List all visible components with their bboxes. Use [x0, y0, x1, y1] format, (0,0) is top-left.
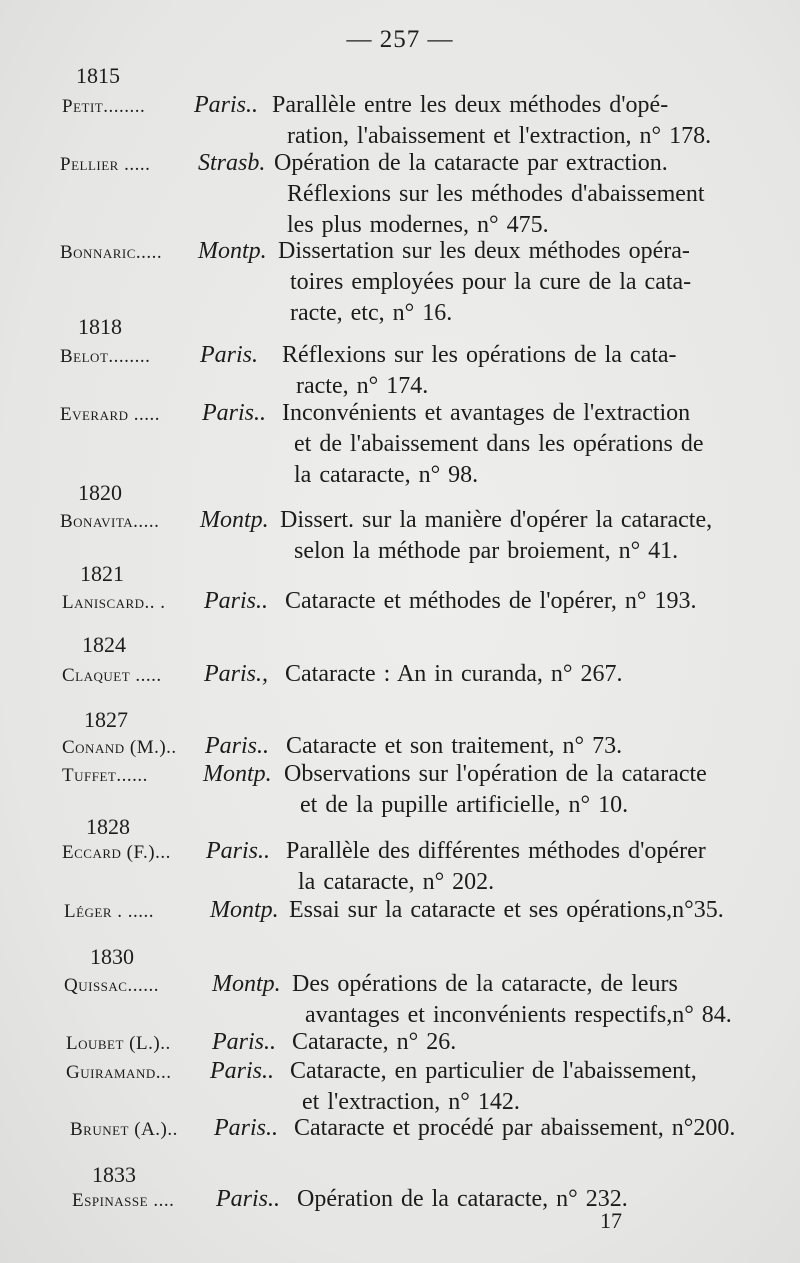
author-name: Guiramand...	[66, 1062, 172, 1083]
author-name: Eccard (F.)...	[62, 842, 171, 863]
author-name: Espinasse ....	[72, 1190, 175, 1211]
author-name: Laniscard.. .	[62, 592, 166, 613]
city-name: Strasb.	[198, 150, 266, 176]
entry-text: et l'extraction, n° 142.	[302, 1089, 520, 1115]
city-name: Montp.	[210, 897, 279, 923]
city-name: Montp.	[212, 971, 281, 997]
entry-text: Des opérations de la cataracte, de leurs	[292, 971, 678, 997]
city-name: Montp.	[203, 761, 272, 787]
year-heading: 1824	[82, 632, 126, 657]
entry-text: Dissertation sur les deux méthodes opéra-	[278, 238, 690, 264]
author-name: Loubet (L.)..	[66, 1033, 171, 1054]
entry-text: Opération de la cataracte, n° 232.	[297, 1186, 628, 1212]
year-heading: 1827	[84, 707, 128, 732]
year-heading: 1815	[76, 63, 120, 88]
city-name: Paris..	[205, 733, 270, 759]
city-name: Paris..	[216, 1186, 281, 1212]
entry-text: Opération de la cataracte par extraction.	[274, 150, 668, 176]
entry-text: Essai sur la cataracte et ses opérations,n°35.	[289, 897, 724, 923]
city-name: Montp.	[198, 238, 267, 264]
author-name: Conand (M.)..	[62, 737, 177, 758]
city-name: Paris..	[214, 1115, 279, 1141]
author-name: Léger . .....	[64, 901, 155, 922]
year-heading: 1833	[92, 1162, 136, 1187]
entry-text: les plus modernes, n° 475.	[287, 212, 549, 238]
city-name: Montp.	[200, 507, 269, 533]
entry-text: Parallèle entre les deux méthodes d'opé-	[272, 92, 669, 118]
city-name: Paris..	[204, 588, 269, 614]
entry-text: Inconvénients et avantages de l'extraction	[282, 400, 691, 426]
entry-text: Cataracte et méthodes de l'opérer, n° 193.	[285, 588, 697, 614]
author-name: Tuffet......	[62, 765, 148, 786]
entry-text: Réflexions sur les opérations de la cata-	[282, 342, 677, 368]
entry-text: ration, l'abaissement et l'extraction, n° 178.	[287, 123, 712, 149]
author-name: Pellier .....	[60, 154, 151, 175]
author-name: Bonavita.....	[60, 511, 160, 532]
year-heading: 1828	[86, 814, 130, 839]
entry-text: racte, etc, n° 16.	[290, 300, 453, 326]
author-name: Quissac......	[64, 975, 159, 996]
entry-text: toires employées pour la cure de la cata-	[290, 269, 692, 295]
author-name: Everard .....	[60, 404, 161, 425]
entry-text: et de l'abaissement dans les opérations de	[294, 431, 704, 457]
city-name: Paris..	[202, 400, 267, 426]
city-name: Paris.	[200, 342, 259, 368]
entry-text: racte, n° 174.	[296, 373, 429, 399]
entry-text: selon la méthode par broiement, n° 41.	[294, 538, 679, 564]
page-number: — 257 —	[346, 26, 454, 53]
entry-text: avantages et inconvénients respectifs,n° 84.	[305, 1002, 732, 1028]
entry-text: Réflexions sur les méthodes d'abaissement	[287, 181, 705, 207]
author-name: Brunet (A.)..	[70, 1119, 178, 1140]
entry-text: Cataracte : An in curanda, n° 267.	[285, 661, 623, 687]
entry-text: Cataracte, en particulier de l'abaissement,	[290, 1058, 697, 1084]
entry-text: la cataracte, n° 202.	[298, 869, 495, 895]
entry-text: Cataracte et procédé par abaissement, n°200.	[294, 1115, 736, 1141]
year-heading: 1820	[78, 480, 122, 505]
entry-text: et de la pupille artificielle, n° 10.	[300, 792, 629, 818]
city-name: Paris..	[206, 838, 271, 864]
city-name: Paris.,	[204, 661, 269, 687]
year-heading: 1830	[90, 944, 134, 969]
entry-text: Dissert. sur la manière d'opérer la cataracte,	[280, 507, 713, 533]
city-name: Paris..	[194, 92, 259, 118]
author-name: Petit........	[62, 96, 146, 117]
entry-text: Cataracte et son traitement, n° 73.	[286, 733, 623, 759]
author-name: Belot........	[60, 346, 151, 367]
entry-text: Observations sur l'opération de la cataracte	[284, 761, 707, 787]
entry-text: la cataracte, n° 98.	[294, 462, 479, 488]
entry-text: Cataracte, n° 26.	[292, 1029, 457, 1055]
city-name: Paris..	[210, 1058, 275, 1084]
year-heading: 1821	[80, 561, 124, 586]
author-name: Claquet .....	[62, 665, 162, 686]
author-name: Bonnaric.....	[60, 242, 163, 263]
year-heading: 1818	[78, 314, 122, 339]
entry-text: Parallèle des différentes méthodes d'opérer	[286, 838, 706, 864]
signature-mark: 17	[600, 1208, 622, 1233]
city-name: Paris..	[212, 1029, 277, 1055]
